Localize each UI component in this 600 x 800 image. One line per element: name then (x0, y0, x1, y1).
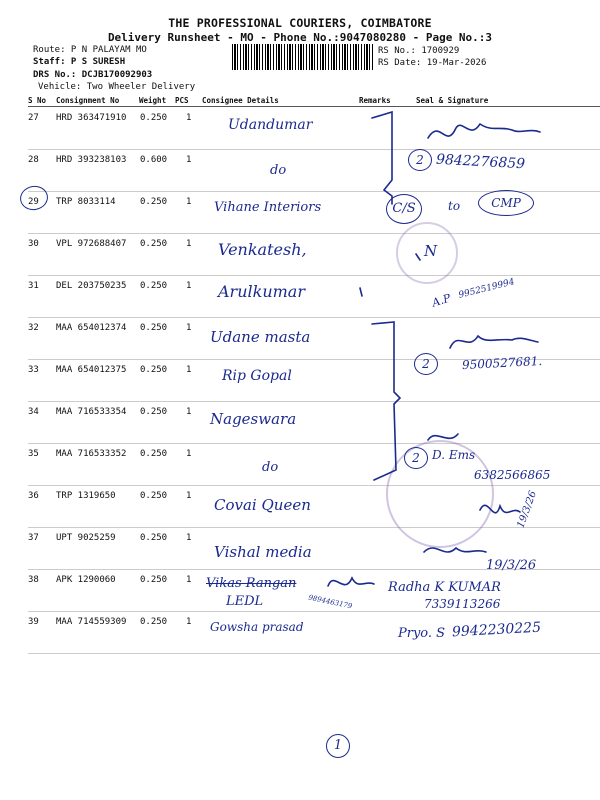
col-remarks: Remarks (359, 96, 391, 105)
row-consignment: MAA 716533352 (56, 449, 127, 459)
handwritten-consignee: Rip Gopal (222, 368, 292, 384)
row-sno: 27 (28, 113, 39, 123)
row-consignment: TRP 8033114 (56, 197, 116, 207)
col-consignment: Consignment No (56, 96, 120, 105)
handwritten-consignee: Vikas Rangan (206, 576, 297, 591)
row-consignment: MAA 654012374 (56, 323, 127, 333)
row-consignment: HRD 393238103 (56, 155, 127, 165)
row-consignment: MAA 654012375 (56, 365, 127, 375)
row-sno: 35 (28, 449, 39, 459)
handwritten-consignee: Venkatesh, (218, 240, 307, 259)
row-consignment: DEL 203750235 (56, 281, 127, 291)
row-pcs: 1 (186, 323, 192, 333)
page-title: THE PROFESSIONAL COURIERS, COIMBATORE (168, 16, 432, 30)
handwritten-circled-count: 2 (414, 353, 438, 375)
row-weight: 0.250 (140, 449, 168, 459)
staff-label: Staff: P S SURESH (33, 57, 126, 67)
handwritten-phone: 9942230225 (451, 619, 542, 641)
row-sno: 33 (28, 365, 39, 375)
vehicle-label: Vehicle: Two Wheeler Delivery (38, 82, 196, 92)
row-pcs: 1 (186, 113, 192, 123)
col-pcs: PCS (175, 96, 189, 105)
row-consignment: HRD 363471910 (56, 113, 127, 123)
handwritten-receiver: Radha K KUMAR (388, 580, 501, 595)
row-weight: 0.250 (140, 113, 168, 123)
handwritten-consignee: LEDL (226, 594, 264, 609)
col-sno: S No (28, 96, 47, 105)
row-pcs: 1 (186, 365, 192, 375)
row-pcs: 1 (186, 239, 192, 249)
row-consignment: TRP 1319650 (56, 491, 116, 501)
handwritten-consignee: Vishal media (214, 543, 312, 561)
row-pcs: 1 (186, 197, 192, 207)
row-sno: 36 (28, 491, 39, 501)
row-weight: 0.250 (140, 617, 168, 627)
handwritten-phone: 9952519994 (457, 277, 516, 301)
handwritten-consignee: Covai Queen (214, 496, 311, 514)
row-sno: 34 (28, 407, 39, 417)
handwritten-remark-cmp: CMP (478, 190, 534, 216)
handwritten-phone: 9500527681. (461, 353, 543, 373)
row-sno: 38 (28, 575, 39, 585)
page-subtitle: Delivery Runsheet - MO - Phone No.:9047080280 - Page No.:3 (107, 31, 493, 44)
rs-number: RS No.: 1700929 (378, 46, 460, 56)
handwritten-receiver: Pryo. S (398, 626, 446, 641)
row-pcs: 1 (186, 575, 192, 585)
handwritten-phone: 9894463179 (307, 593, 353, 611)
col-seal-signature: Seal & Signature (416, 96, 489, 105)
handwritten-phone: 9842276859 (435, 151, 526, 173)
row-pcs: 1 (186, 617, 192, 627)
row-weight: 0.250 (140, 533, 168, 543)
row-weight: 0.250 (140, 365, 168, 375)
rs-date: RS Date: 19-Mar-2026 (378, 58, 487, 68)
handwritten-receiver: D. Ems (432, 448, 476, 462)
row-weight: 0.250 (140, 281, 168, 291)
handwritten-consignee: Gowsha prasad (210, 620, 304, 634)
row-sno: 37 (28, 533, 39, 543)
col-weight: Weight (139, 96, 167, 105)
row-pcs: 1 (186, 533, 192, 543)
row-consignment: MAA 714559309 (56, 617, 127, 627)
row-sno: 32 (28, 323, 39, 333)
row-sno: 30 (28, 239, 39, 249)
row-consignment: VPL 972688407 (56, 239, 127, 249)
col-consignee: Consignee Details (202, 96, 279, 105)
handwritten-consignee: Arulkumar (218, 282, 305, 301)
row-weight: 0.250 (140, 575, 168, 585)
handwritten-remark-cs: C/S (386, 194, 422, 224)
handwritten-consignee: Nageswara (210, 410, 297, 428)
handwritten-consignee: Vihane Interiors (214, 200, 322, 215)
row-weight: 0.250 (140, 407, 168, 417)
drs-number: DRS No.: DCJB170092903 (33, 70, 153, 80)
handwritten-consignee: do (270, 163, 287, 178)
route-label: Route: P N PALAYAM MO (33, 45, 147, 55)
row-consignment: MAA 716533354 (56, 407, 127, 417)
handwritten-consignee: Udandumar (228, 117, 313, 133)
handwritten-consignee: do (262, 460, 279, 475)
row-pcs: 1 (186, 449, 192, 459)
handwritten-consignee: Udane masta (210, 328, 311, 346)
handwritten-phone: 6382566865 (474, 468, 551, 482)
row-consignment: UPT 9025259 (56, 533, 116, 543)
row-pcs: 1 (186, 407, 192, 417)
row-weight: 0.250 (140, 323, 168, 333)
row-sno: 39 (28, 617, 39, 627)
row-sno: 29 (28, 197, 39, 207)
row-pcs: 1 (186, 155, 192, 165)
row-weight: 0.600 (140, 155, 168, 165)
handwritten-receiver: A.P (430, 291, 453, 310)
handwritten-circled-count: 1 (326, 734, 350, 758)
row-weight: 0.250 (140, 197, 168, 207)
row-weight: 0.250 (140, 239, 168, 249)
handwritten-phone: 7339113266 (424, 597, 501, 611)
handwritten-circled-count: 2 (408, 149, 432, 171)
row-pcs: 1 (186, 491, 192, 501)
handwritten-circled-count: 2 (404, 447, 428, 469)
handwritten-date: 19/3/26 (486, 558, 537, 573)
row-sno: 28 (28, 155, 39, 165)
row-pcs: 1 (186, 281, 192, 291)
row-sno: 31 (28, 281, 39, 291)
row-weight: 0.250 (140, 491, 168, 501)
handwritten-remark-to: to (448, 199, 461, 213)
row-consignment: APK 1290060 (56, 575, 116, 585)
handwritten-mark: N (424, 242, 438, 260)
handwritten-date: 19/3/26 (515, 489, 540, 530)
